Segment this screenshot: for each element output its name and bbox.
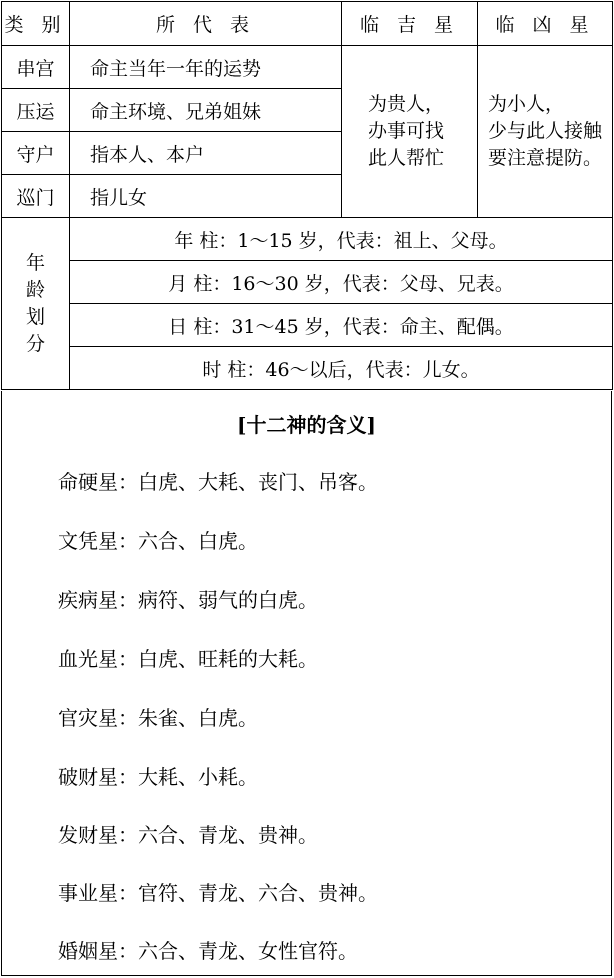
age-division-label [2, 218, 70, 390]
list-item: 破财星：大耗、小耗。 [58, 765, 258, 789]
age-label-char: 年 [25, 251, 45, 274]
row-meaning: 指本人、本户 [70, 132, 342, 175]
list-item: 发财星：六合、青龙、贵神。 [58, 823, 318, 847]
list-item: 文凭星：六合、白虎。 [58, 529, 258, 553]
age-pillar-month: 月 柱：16～30 岁，代表：父母、兄表。 [70, 261, 613, 304]
row-category: 巡门 [2, 175, 70, 218]
age-label-char: 分 [25, 332, 45, 355]
unlucky-line: 少与此人接触 [488, 120, 603, 142]
header-represents: 所 代 表 [70, 2, 342, 46]
row-category: 压运 [2, 89, 70, 132]
lucky-line: 此人帮忙 [368, 147, 445, 169]
lucky-star-cell [342, 46, 478, 218]
header-unlucky-star: 临 凶 星 [478, 2, 613, 46]
age-label-char: 划 [25, 305, 45, 328]
row-meaning: 命主当年一年的运势 [70, 46, 342, 89]
age-row [2, 218, 613, 261]
age-row [2, 261, 613, 304]
list-item: 血光星：白虎、旺耗的大耗。 [58, 647, 318, 671]
unlucky-line: 要注意提防。 [488, 147, 603, 169]
list-item: 官灾星：朱雀、白虎。 [58, 706, 258, 730]
list-item: 婚姻星：六合、青龙、女性官符。 [58, 939, 358, 963]
list-item: 事业星：官符、青龙、六合、贵神。 [58, 881, 378, 905]
table-row [2, 46, 613, 89]
age-row [2, 347, 613, 390]
table-header-row [2, 2, 613, 46]
age-row [2, 304, 613, 347]
age-pillar-year: 年 柱：1～15 岁，代表：祖上、父母。 [70, 218, 613, 261]
row-category: 守户 [2, 132, 70, 175]
unlucky-star-cell [478, 46, 613, 218]
twelve-gods-section [1, 391, 612, 976]
row-category: 串宫 [2, 46, 70, 89]
list-item: 疾病星：病符、弱气的白虎。 [58, 588, 318, 612]
category-table [1, 1, 613, 390]
age-pillar-day: 日 柱：31～45 岁，代表：命主、配偶。 [70, 304, 613, 347]
list-item: 命硬星：白虎、大耗、丧门、吊客。 [58, 470, 378, 494]
lucky-line: 为贵人， [368, 93, 445, 115]
row-meaning: 命主环境、兄弟姐妹 [70, 89, 342, 132]
header-category: 类 别 [2, 2, 70, 46]
lucky-line: 办事可找 [368, 120, 445, 142]
age-pillar-hour: 时 柱：46～以后，代表：儿女。 [70, 347, 613, 390]
section-title: [十二神的含义] [237, 413, 376, 437]
age-label-char: 龄 [25, 278, 45, 301]
header-lucky-star: 临 吉 星 [342, 2, 478, 46]
row-meaning: 指儿女 [70, 175, 342, 218]
unlucky-line: 为小人， [488, 93, 565, 115]
